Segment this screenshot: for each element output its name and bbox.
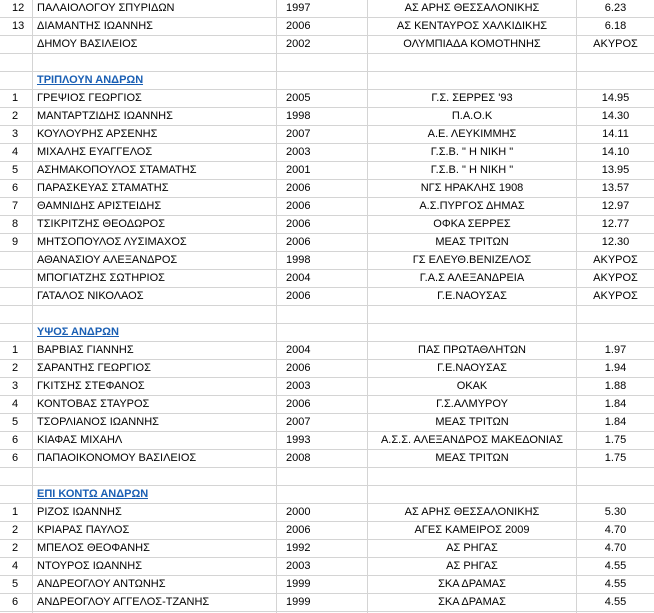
rank-cell: 3: [12, 380, 19, 392]
athlete-name-cell: ΓΡΕΨΙΟΣ ΓΕΩΡΓΙΟΣ: [37, 92, 142, 104]
section-title: ΥΨΟΣ ΑΝΔΡΩΝ: [37, 326, 119, 338]
rank-cell: [0, 270, 32, 287]
table-row: [0, 0, 654, 18]
table-row: [0, 576, 654, 594]
mark-cell: 4.70: [604, 524, 627, 536]
rank-cell: 2: [12, 542, 19, 554]
rank-cell: 6: [12, 596, 19, 608]
table-row: [0, 558, 654, 576]
club-cell: Γ.Σ.Β. " Η ΝΙΚΗ ": [430, 164, 514, 176]
mark-cell: ΑΚΥΡΟΣ: [593, 272, 638, 284]
club-cell: ΑΓΕΣ ΚΑΜΕΙΡΟΣ 2009: [414, 524, 530, 536]
rank-cell: 8: [12, 218, 19, 230]
mark-cell: ΑΚΥΡΟΣ: [593, 254, 638, 266]
mark-cell: 13.57: [601, 182, 630, 194]
athlete-name-cell: ΑΝΔΡΕΟΓΛΟΥ ΑΓΓΕΛΟΣ-ΤΖΑΝΗΣ: [37, 596, 210, 608]
table-row: [0, 522, 654, 540]
athlete-name-cell: ΜΗΤΣΟΠΟΥΛΟΣ ΛΥΣΙΜΑΧΟΣ: [37, 236, 187, 248]
birth-year-cell: 1992: [286, 542, 311, 554]
birth-year-cell: 1999: [286, 578, 311, 590]
athlete-name-cell: ΔΙΑΜΑΝΤΗΣ ΙΩΑΝΝΗΣ: [37, 20, 153, 32]
club-cell: ΑΣ ΡΗΓΑΣ: [446, 542, 498, 554]
birth-year-cell: 2006: [286, 200, 311, 212]
birth-year-cell: 2006: [286, 182, 311, 194]
athlete-name-cell: ΔΗΜΟΥ ΒΑΣΙΛΕΙΟΣ: [37, 38, 138, 50]
athlete-name-cell: ΑΝΔΡΕΟΓΛΟΥ ΑΝΤΩΝΗΣ: [37, 578, 166, 590]
athlete-name-cell: ΤΣΙΚΡΙΤΖΗΣ ΘΕΟΔΩΡΟΣ: [37, 218, 166, 230]
table-row: [0, 342, 654, 360]
mark-cell: 6.23: [604, 2, 627, 14]
birth-year-cell: 2006: [286, 20, 311, 32]
birth-year-cell: 2006: [286, 362, 311, 374]
rank-cell: 5: [12, 416, 19, 428]
club-cell: ΠΑΣ ΠΡΩΤΑΘΛΗΤΩΝ: [418, 344, 526, 356]
birth-year-cell: 1998: [286, 110, 311, 122]
table-row: [0, 216, 654, 234]
rank-cell: 1: [12, 344, 19, 356]
rank-cell: 1: [12, 506, 19, 518]
club-cell: ΜΕΑΣ ΤΡΙΤΩΝ: [435, 416, 509, 428]
rank-cell: 6: [12, 452, 19, 464]
mark-cell: 1.84: [604, 416, 627, 428]
club-cell: Γ.Σ. ΣΕΡΡΕΣ '93: [431, 92, 513, 104]
mark-cell: 12.77: [601, 218, 630, 230]
rank-cell: 5: [12, 164, 19, 176]
club-cell: ΜΕΑΣ ΤΡΙΤΩΝ: [435, 236, 509, 248]
mark-cell: 5.30: [604, 506, 627, 518]
table-row: [0, 432, 654, 450]
section-title: ΤΡΙΠΛΟΥΝ ΑΝΔΡΩΝ: [37, 74, 144, 86]
club-cell: ΓΣ ΕΛΕΥΘ.ΒΕΝΙΖΕΛΟΣ: [412, 254, 532, 266]
athlete-name-cell: ΜΑΝΤΑΡΤΖΙΔΗΣ ΙΩΑΝΝΗΣ: [37, 110, 173, 122]
table-row: [0, 360, 654, 378]
club-cell: Γ.Σ.Β. " Η ΝΙΚΗ ": [430, 146, 514, 158]
mark-cell: 12.30: [601, 236, 630, 248]
club-cell: ΟΛΥΜΠΙΑΔΑ ΚΟΜΟΤΗΝΗΣ: [403, 38, 541, 50]
empty-row: [0, 306, 654, 324]
mark-cell: 1.88: [604, 380, 627, 392]
rank-cell: 2: [12, 524, 19, 536]
birth-year-cell: 2004: [286, 272, 311, 284]
athlete-name-cell: ΓΚΙΤΣΗΣ ΣΤΕΦΑΝΟΣ: [37, 380, 145, 392]
rank-cell: [0, 252, 32, 269]
rank-cell: 6: [12, 434, 19, 446]
club-cell: ΟΦΚΑ ΣΕΡΡΕΣ: [433, 218, 511, 230]
rank-cell: 7: [12, 200, 19, 212]
mark-cell: 12.97: [601, 200, 630, 212]
table-row: [0, 396, 654, 414]
birth-year-cell: 1998: [286, 254, 311, 266]
club-cell: Γ.Σ.ΑΛΜΥΡΟΥ: [436, 398, 508, 410]
table-row: [0, 540, 654, 558]
club-cell: Α.Ε. ΛΕΥΚΙΜΜΗΣ: [427, 128, 517, 140]
birth-year-cell: 2007: [286, 128, 311, 140]
athlete-name-cell: ΠΑΡΑΣΚΕΥΑΣ ΣΤΑΜΑΤΗΣ: [37, 182, 169, 194]
rank-cell: 4: [12, 560, 19, 572]
birth-year-cell: 2006: [286, 236, 311, 248]
athlete-name-cell: ΘΑΜΝΙΔΗΣ ΑΡΙΣΤΕΙΔΗΣ: [37, 200, 162, 212]
table-row: [0, 594, 654, 612]
club-cell: ΜΕΑΣ ΤΡΙΤΩΝ: [435, 452, 509, 464]
mark-cell: 1.94: [604, 362, 627, 374]
section-header-row: [0, 72, 654, 90]
club-cell: Γ.Α.Σ ΑΛΕΞΑΝΔΡΕΙΑ: [419, 272, 525, 284]
athlete-name-cell: ΚΟΝΤΟΒΑΣ ΣΤΑΥΡΟΣ: [37, 398, 150, 410]
table-row: [0, 234, 654, 252]
table-row: [0, 108, 654, 126]
club-cell: Γ.Ε.ΝΑΟΥΣΑΣ: [437, 290, 507, 302]
birth-year-cell: 1997: [286, 2, 311, 14]
athlete-name-cell: ΚΙΑΦΑΣ ΜΙΧΑΗΛ: [37, 434, 123, 446]
club-cell: ΑΣ ΚΕΝΤΑΥΡΟΣ ΧΑΛΚΙΔΙΚΗΣ: [396, 20, 548, 32]
club-cell: Α.Σ.Σ. ΑΛΕΞΑΝΔΡΟΣ ΜΑΚΕΔΟΝΙΑΣ: [380, 434, 564, 446]
athlete-name-cell: ΑΣΗΜΑΚΟΠΟΥΛΟΣ ΣΤΑΜΑΤΗΣ: [37, 164, 197, 176]
athlete-name-cell: ΝΤΟΥΡΟΣ ΙΩΑΝΝΗΣ: [37, 560, 142, 572]
table-row: [0, 270, 654, 288]
club-cell: ΑΣ ΡΗΓΑΣ: [446, 560, 498, 572]
rank-cell: 9: [12, 236, 19, 248]
birth-year-cell: 2007: [286, 416, 311, 428]
table-row: [0, 162, 654, 180]
athlete-name-cell: ΜΠΕΛΟΣ ΘΕΟΦΑΝΗΣ: [37, 542, 150, 554]
table-row: [0, 180, 654, 198]
athlete-name-cell: ΤΣΟΡΛΙΑΝΟΣ ΙΩΑΝΝΗΣ: [37, 416, 159, 428]
table-row: [0, 450, 654, 468]
mark-cell: ΑΚΥΡΟΣ: [593, 290, 638, 302]
mark-cell: 14.95: [601, 92, 630, 104]
table-row: [0, 126, 654, 144]
rank-cell: 2: [12, 110, 19, 122]
section-header-row: [0, 324, 654, 342]
mark-cell: 4.70: [604, 542, 627, 554]
rank-cell: [0, 288, 32, 305]
mark-cell: 13.95: [601, 164, 630, 176]
athlete-name-cell: ΜΠΟΓΙΑΤΖΗΣ ΣΩΤΗΡΙΟΣ: [37, 272, 165, 284]
table-row: [0, 144, 654, 162]
club-cell: ΑΣ ΑΡΗΣ ΘΕΣΣΑΛΟΝΙΚΗΣ: [404, 506, 540, 518]
birth-year-cell: 2006: [286, 524, 311, 536]
birth-year-cell: 1993: [286, 434, 311, 446]
section-header-row: [0, 486, 654, 504]
club-cell: ΑΣ ΑΡΗΣ ΘΕΣΣΑΛΟΝΙΚΗΣ: [404, 2, 540, 14]
mark-cell: 1.75: [604, 434, 627, 446]
rank-cell: 13: [12, 20, 25, 32]
section-title: ΕΠΙ ΚΟΝΤΩ ΑΝΔΡΩΝ: [37, 488, 149, 500]
table-row: [0, 378, 654, 396]
athlete-name-cell: ΠΑΠΑΟΙΚΟΝΟΜΟΥ ΒΑΣΙΛΕΙΟΣ: [37, 452, 197, 464]
rank-cell: [0, 36, 32, 53]
rank-cell: 4: [12, 146, 19, 158]
rank-cell: 5: [12, 578, 19, 590]
club-cell: ΟΚΑΚ: [456, 380, 488, 392]
mark-cell: 1.97: [604, 344, 627, 356]
mark-cell: 4.55: [604, 596, 627, 608]
rank-cell: 1: [12, 92, 19, 104]
birth-year-cell: 2002: [286, 38, 311, 50]
birth-year-cell: 2006: [286, 218, 311, 230]
athlete-name-cell: ΚΟΥΛΟΥΡΗΣ ΑΡΣΕΝΗΣ: [37, 128, 158, 140]
empty-row: [0, 468, 654, 486]
birth-year-cell: 2001: [286, 164, 311, 176]
rank-cell: 3: [12, 128, 19, 140]
birth-year-cell: 2003: [286, 560, 311, 572]
table-row: [0, 198, 654, 216]
rank-cell: 12: [12, 2, 25, 14]
birth-year-cell: 2004: [286, 344, 311, 356]
birth-year-cell: 2008: [286, 452, 311, 464]
mark-cell: 4.55: [604, 560, 627, 572]
club-cell: ΣΚΑ ΔΡΑΜΑΣ: [438, 578, 506, 590]
rank-cell: 6: [12, 182, 19, 194]
athlete-name-cell: ΜΙΧΑΛΗΣ ΕΥΑΓΓΕΛΟΣ: [37, 146, 153, 158]
club-cell: ΣΚΑ ΔΡΑΜΑΣ: [438, 596, 506, 608]
table-row: [0, 504, 654, 522]
mark-cell: 1.75: [604, 452, 627, 464]
mark-cell: 1.84: [604, 398, 627, 410]
birth-year-cell: 2006: [286, 290, 311, 302]
birth-year-cell: 2003: [286, 380, 311, 392]
mark-cell: 14.30: [601, 110, 630, 122]
table-row: [0, 36, 654, 54]
birth-year-cell: 1999: [286, 596, 311, 608]
mark-cell: 14.10: [601, 146, 630, 158]
mark-cell: ΑΚΥΡΟΣ: [593, 38, 638, 50]
table-row: [0, 414, 654, 432]
athlete-name-cell: ΓΑΤΑΛΟΣ ΝΙΚΟΛΑΟΣ: [37, 290, 144, 302]
athlete-name-cell: ΡΙΖΟΣ ΙΩΑΝΝΗΣ: [37, 506, 122, 518]
table-row: [0, 18, 654, 36]
club-cell: Α.Σ.ΠΥΡΓΟΣ ΔΗΜΑΣ: [419, 200, 525, 212]
empty-row: [0, 54, 654, 72]
athlete-name-cell: ΑΘΑΝΑΣΙΟΥ ΑΛΕΞΑΝΔΡΟΣ: [37, 254, 178, 266]
birth-year-cell: 2003: [286, 146, 311, 158]
mark-cell: 4.55: [604, 578, 627, 590]
athlete-name-cell: ΒΑΡΒΙΑΣ ΓΙΑΝΝΗΣ: [37, 344, 134, 356]
rank-cell: 2: [12, 362, 19, 374]
table-row: [0, 90, 654, 108]
birth-year-cell: 2005: [286, 92, 311, 104]
club-cell: ΝΓΣ ΗΡΑΚΛΗΣ 1908: [420, 182, 524, 194]
athlete-name-cell: ΚΡΙΑΡΑΣ ΠΑΥΛΟΣ: [37, 524, 130, 536]
mark-cell: 6.18: [604, 20, 627, 32]
rank-cell: 4: [12, 398, 19, 410]
athlete-name-cell: ΣΑΡΑΝΤΗΣ ΓΕΩΡΓΙΟΣ: [37, 362, 151, 374]
club-cell: Γ.Ε.ΝΑΟΥΣΑΣ: [437, 362, 507, 374]
birth-year-cell: 2000: [286, 506, 311, 518]
birth-year-cell: 2006: [286, 398, 311, 410]
club-cell: Π.Α.Ο.Κ: [451, 110, 493, 122]
table-row: [0, 288, 654, 306]
mark-cell: 14.11: [602, 128, 629, 140]
athlete-name-cell: ΠΑΛΑΙΟΛΟΓΟΥ ΣΠΥΡΙΔΩΝ: [37, 2, 175, 14]
table-row: [0, 252, 654, 270]
